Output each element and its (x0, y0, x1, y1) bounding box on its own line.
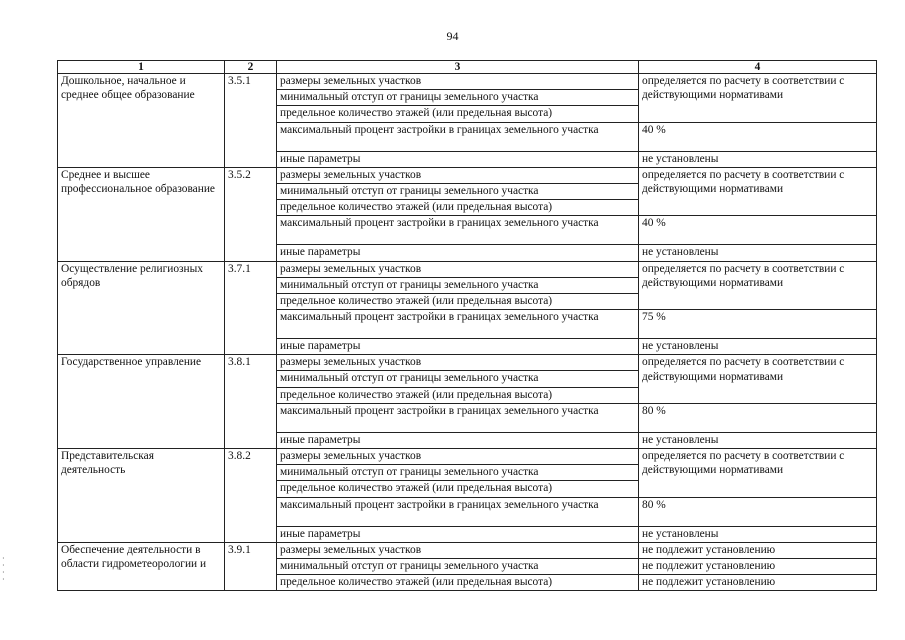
land-use-code: 3.8.2 (225, 449, 277, 543)
parameter-value: определяется по расчету в соответствии с действующими нормативами (639, 167, 877, 216)
table-body (58, 74, 877, 591)
page-number: 94 (446, 29, 459, 43)
parameter-name: иные параметры (277, 151, 639, 167)
table-row (58, 542, 877, 558)
parameter-name: иные параметры (277, 432, 639, 448)
parameter-value: 40 % (639, 216, 877, 245)
land-use-name: Обеспечение деятельности в области гидрометеорологии и (58, 542, 225, 591)
parameter-value: определяется по расчету в соответствии с действующими нормативами (639, 449, 877, 498)
parameter-name: размеры земельных участков (277, 542, 639, 558)
parameter-name: минимальный отступ от границы земельного участка (277, 183, 639, 199)
header-col-3: 3 (277, 61, 639, 74)
parameter-name: минимальный отступ от границы земельного участка (277, 371, 639, 387)
parameter-value: 75 % (639, 310, 877, 339)
parameter-name: размеры земельных участков (277, 261, 639, 277)
parameter-name: размеры земельных участков (277, 74, 639, 90)
parameter-value: определяется по расчету в соответствии с действующими нормативами (639, 355, 877, 404)
parameter-name: максимальный процент застройки в границах земельного участка (277, 216, 639, 245)
parameter-value: определяется по расчету в соответствии с действующими нормативами (639, 74, 877, 123)
table-row (58, 355, 877, 371)
header-row (58, 61, 877, 74)
parameter-value: не установлены (639, 151, 877, 167)
parameter-value: не установлены (639, 526, 877, 542)
land-use-code: 3.7.1 (225, 261, 277, 355)
parameter-name: предельное количество этажей (или предельная высота) (277, 387, 639, 403)
parameter-name: иные параметры (277, 245, 639, 261)
land-use-name: Представительская деятельность (58, 449, 225, 543)
header-col-1: 1 (58, 61, 225, 74)
parameter-name: минимальный отступ от границы земельного участка (277, 277, 639, 293)
parameter-name: предельное количество этажей (или предельная высота) (277, 200, 639, 216)
parameter-name: предельное количество этажей (или предельная высота) (277, 575, 639, 591)
parameter-value: 80 % (639, 497, 877, 526)
table-row (58, 74, 877, 90)
land-use-name: Дошкольное, начальное и среднее общее образование (58, 74, 225, 168)
margin-marks: · · · · (2, 554, 5, 584)
table-row (58, 449, 877, 465)
land-use-name: Среднее и высшее профессиональное образование (58, 167, 225, 261)
parameter-name: минимальный отступ от границы земельного участка (277, 90, 639, 106)
parameter-name: размеры земельных участков (277, 167, 639, 183)
table-row (58, 261, 877, 277)
parameter-value: не подлежит установлению (639, 558, 877, 574)
land-use-name: Осуществление религиозных обрядов (58, 261, 225, 355)
header-col-2: 2 (225, 61, 277, 74)
parameter-name: максимальный процент застройки в границах земельного участка (277, 497, 639, 526)
parameter-name: максимальный процент застройки в границах земельного участка (277, 310, 639, 339)
land-use-code: 3.9.1 (225, 542, 277, 591)
land-use-code: 3.5.2 (225, 167, 277, 261)
parameter-name: максимальный процент застройки в границах земельного участка (277, 122, 639, 151)
parameter-name: минимальный отступ от границы земельного участка (277, 465, 639, 481)
parameter-name: размеры земельных участков (277, 449, 639, 465)
parameter-name: иные параметры (277, 526, 639, 542)
parameter-value: 40 % (639, 122, 877, 151)
parameter-name: размеры земельных участков (277, 355, 639, 371)
parameter-name: максимальный процент застройки в границах земельного участка (277, 403, 639, 432)
parameter-value: определяется по расчету в соответствии с действующими нормативами (639, 261, 877, 310)
parameter-value: 80 % (639, 403, 877, 432)
zoning-parameters-table (57, 60, 877, 591)
parameter-value: не установлены (639, 339, 877, 355)
land-use-code: 3.8.1 (225, 355, 277, 449)
parameter-name: минимальный отступ от границы земельного участка (277, 558, 639, 574)
parameter-value: не подлежит установлению (639, 575, 877, 591)
parameter-value: не установлены (639, 245, 877, 261)
parameter-name: иные параметры (277, 339, 639, 355)
parameter-value: не подлежит установлению (639, 542, 877, 558)
parameter-value: не установлены (639, 432, 877, 448)
parameter-name: предельное количество этажей (или предельная высота) (277, 293, 639, 309)
table-row (58, 167, 877, 183)
parameter-name: предельное количество этажей (или предельная высота) (277, 481, 639, 497)
header-col-4: 4 (639, 61, 877, 74)
parameter-name: предельное количество этажей (или предельная высота) (277, 106, 639, 122)
land-use-code: 3.5.1 (225, 74, 277, 168)
land-use-name: Государственное управление (58, 355, 225, 449)
